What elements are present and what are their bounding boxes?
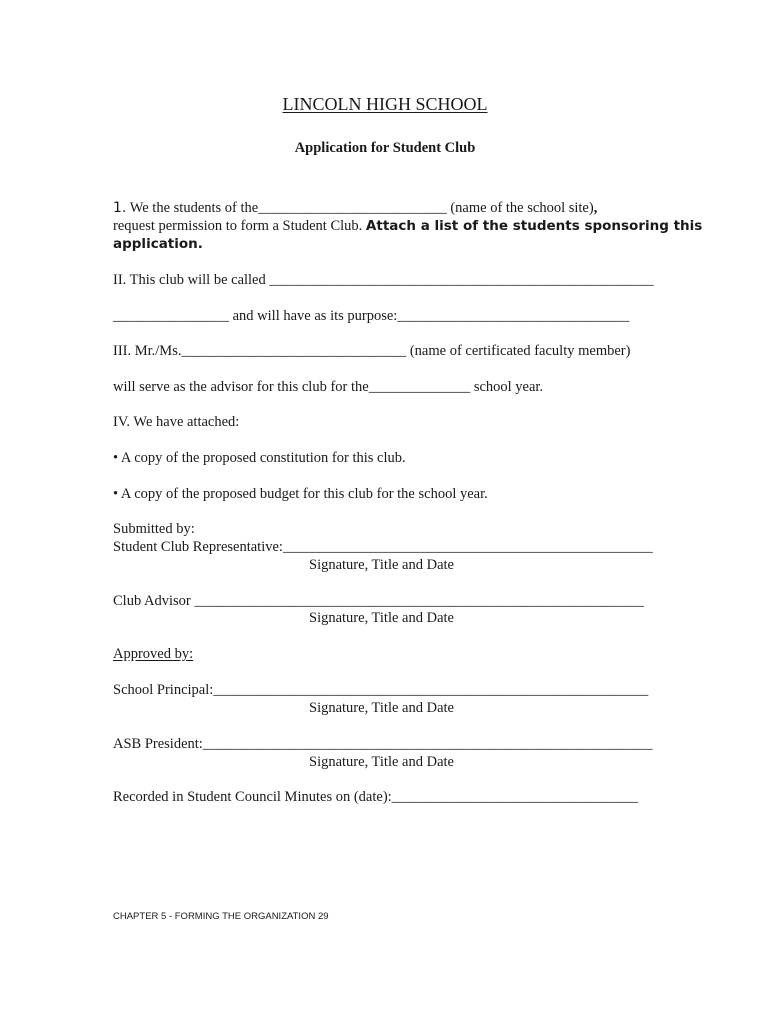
approved-by-label: Approved by: — [113, 646, 194, 662]
submitted-by-label: Submitted by: — [113, 521, 195, 537]
page-footer: CHAPTER 5 - FORMING THE ORGANIZATION 29 — [113, 911, 329, 922]
attach-list-instruction-end: application. — [113, 236, 203, 252]
recorded-minutes-date-line: Recorded in Student Council Minutes on (date):__________________________________ — [113, 789, 639, 805]
section-1-comma: , — [593, 200, 598, 216]
advisor-name-field: III. Mr./Ms._______________________________ (name of certificated faculty member) — [113, 343, 631, 359]
school-year-field: will serve as the advisor for this club for the______________ school year. — [113, 379, 544, 395]
school-site-text: We the students of the__________________________ (name of the school site) — [126, 200, 594, 216]
representative-signature-caption: Signature, Title and Date — [309, 557, 454, 573]
club-purpose-field: ________________ and will have as its purpose:________________________________ — [113, 308, 630, 324]
section-1-line-2 — [113, 217, 702, 235]
club-representative-signature-line: Student Club Representative:___________________________________________________ — [113, 539, 653, 555]
attachment-budget: • A copy of the proposed budget for this club for the school year. — [113, 486, 488, 502]
principal-signature-caption: Signature, Title and Date — [309, 700, 454, 716]
form-subtitle: Application for Student Club — [294, 140, 476, 156]
attachment-constitution: • A copy of the proposed constitution for this club. — [113, 450, 406, 466]
section-1-number: 1. — [113, 200, 127, 216]
attach-list-instruction: Attach a list of the students sponsoring this — [365, 218, 703, 234]
page-title: LINCOLN HIGH SCHOOL — [282, 94, 488, 114]
section-1-line-1 — [113, 199, 597, 217]
asb-signature-caption: Signature, Title and Date — [309, 754, 454, 770]
asb-president-signature-line: ASB President:______________________________________________________________ — [113, 736, 653, 752]
advisor-signature-caption: Signature, Title and Date — [309, 610, 454, 626]
request-permission-text: request permission to form a Student Club. — [113, 218, 366, 234]
club-name-field: II. This club will be called _____________________________________________________ — [113, 272, 654, 288]
school-principal-signature-line: School Principal:____________________________________________________________ — [113, 682, 649, 698]
attachments-heading: IV. We have attached: — [113, 414, 240, 430]
club-advisor-signature-line: Club Advisor ______________________________________________________________ — [113, 593, 644, 609]
